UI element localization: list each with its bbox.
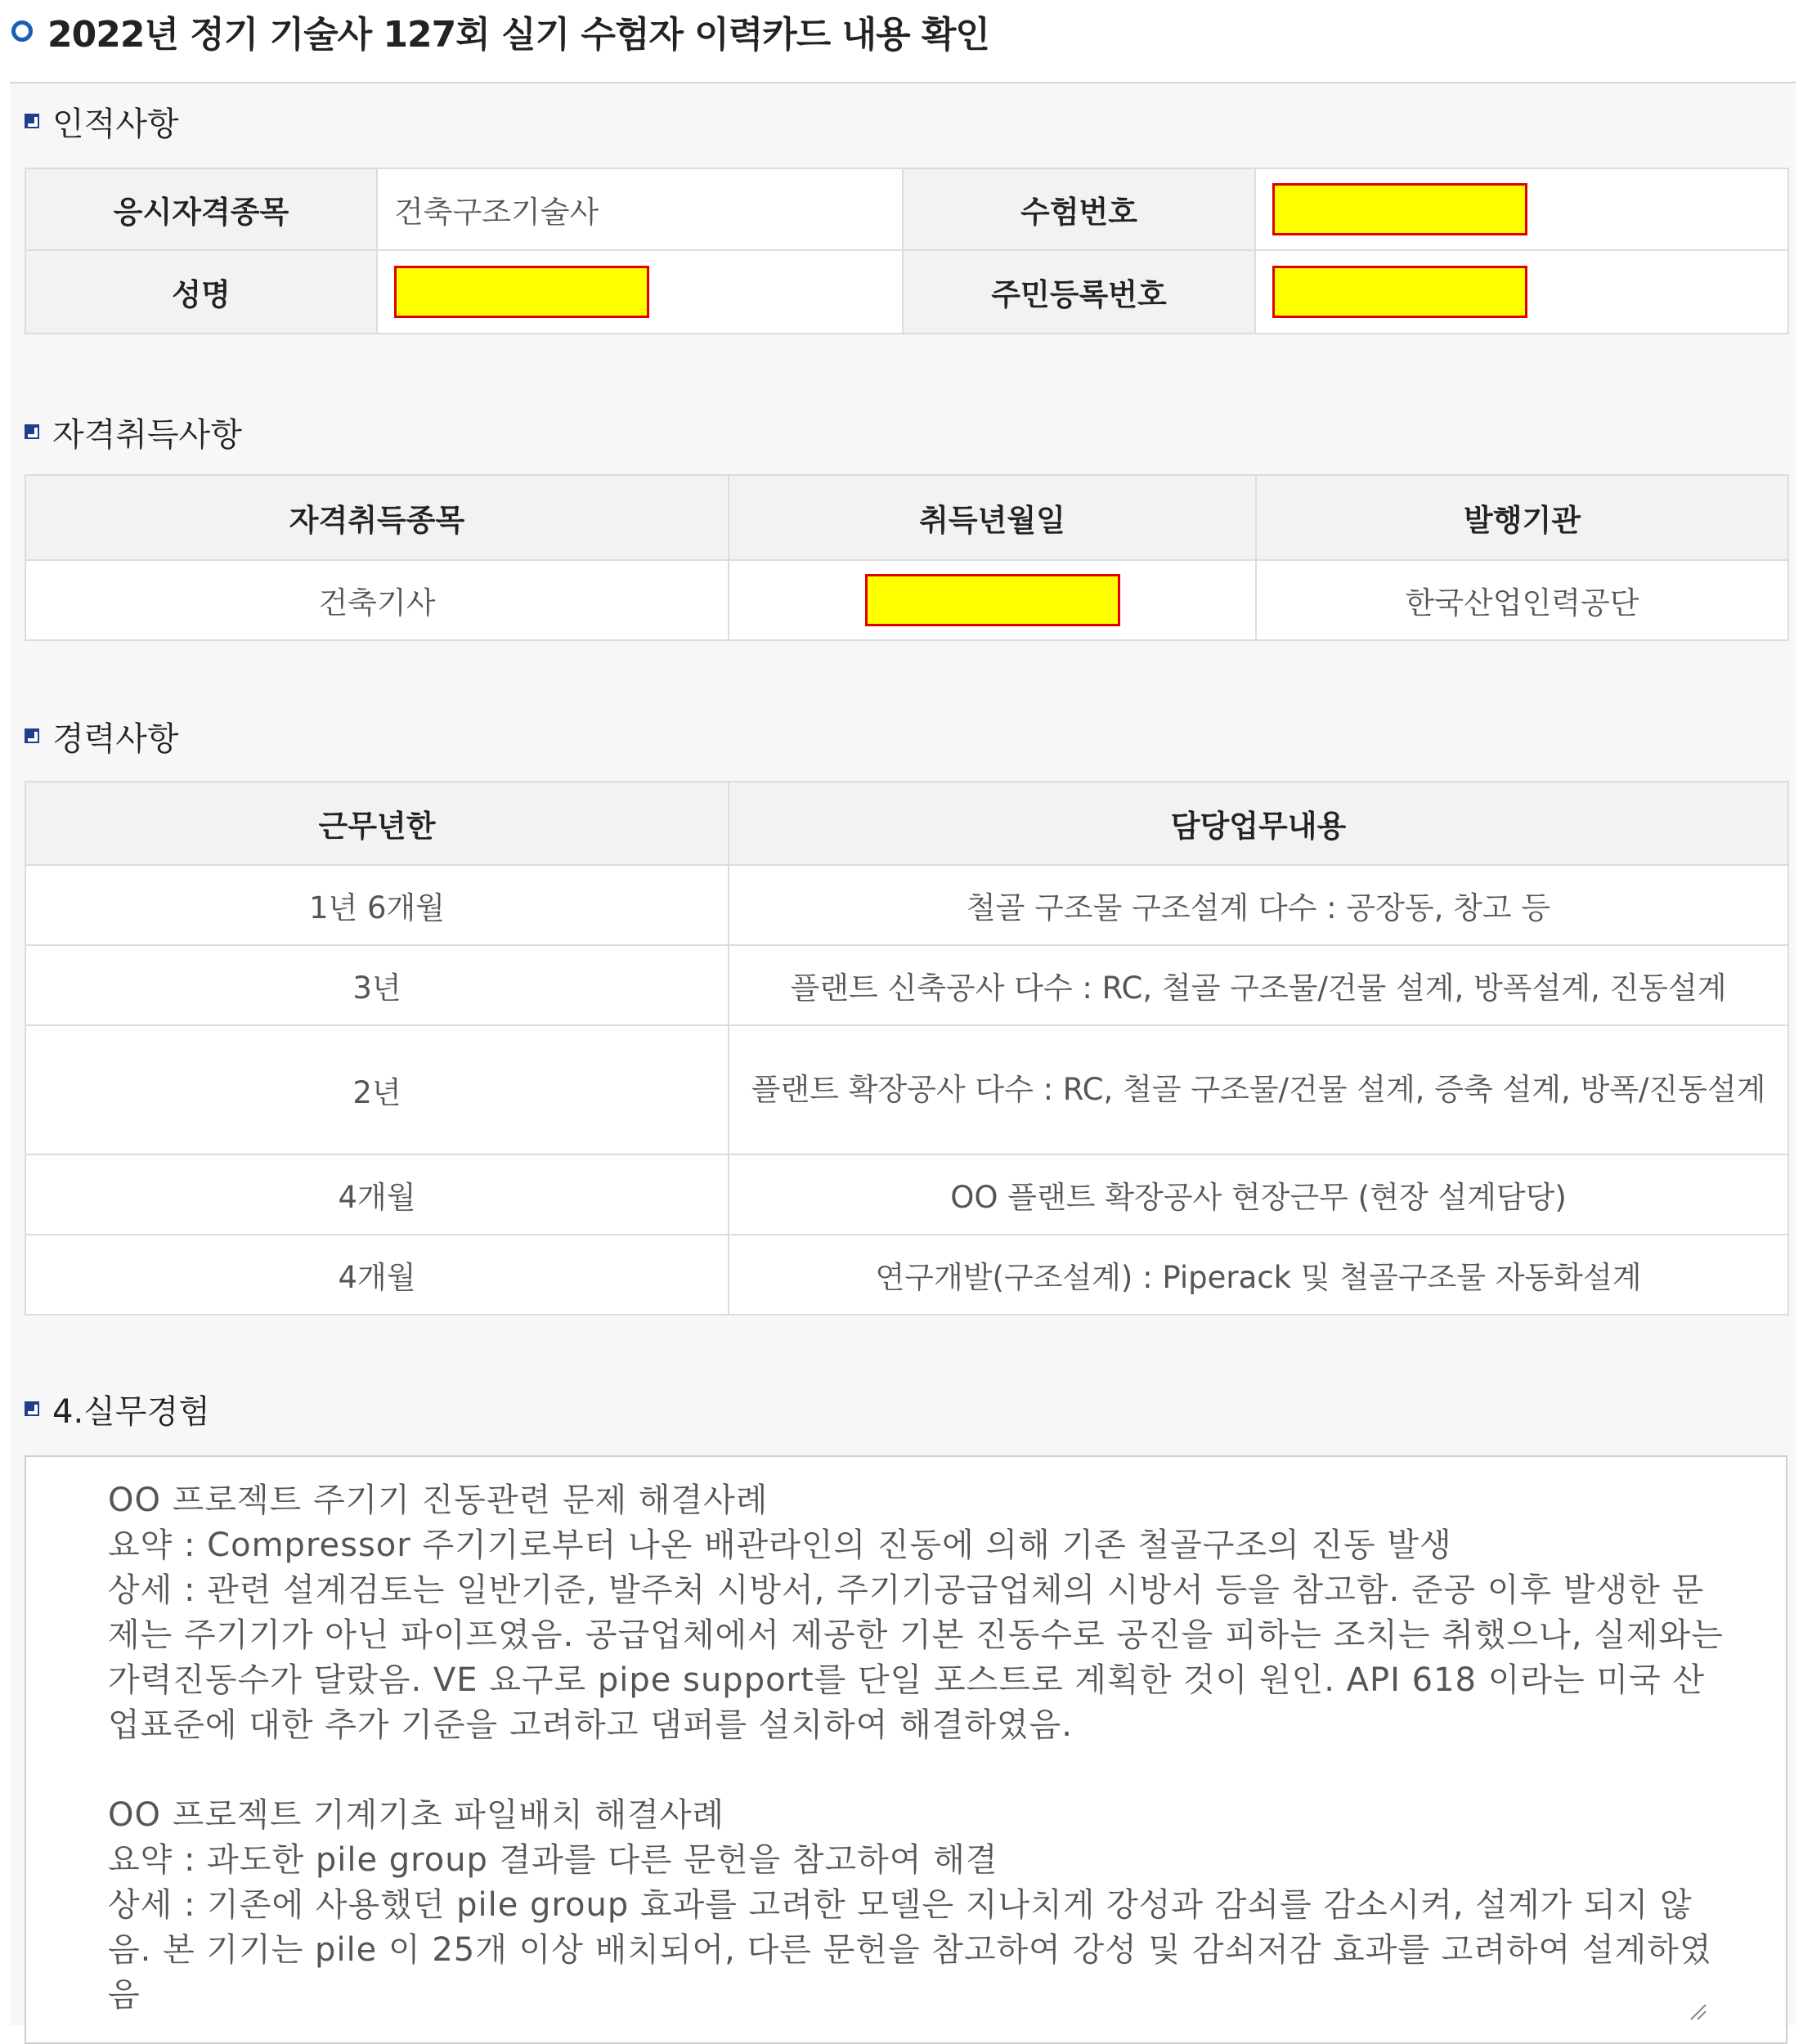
career-duty: 철골 구조물 구조설계 다수 : 공장동, 창고 등 [729,865,1788,945]
table-row [25,1154,1788,1235]
career-period: 1년 6개월 [25,865,729,945]
cert-column-header: 취득년월일 [729,475,1256,560]
career-column-header: 담당업무내용 [729,782,1788,865]
table-row [25,1025,1788,1154]
cert-column-header: 자격취득종목 [25,475,729,560]
personal-info-table [25,168,1789,334]
table-row [25,865,1788,945]
section-personal-title: 인적사항 [52,105,179,143]
qualification-label: 응시자격종목 [25,168,377,250]
page-title [8,7,989,56]
table-row [25,945,1788,1025]
section-certification-title: 자격취득사항 [52,415,242,454]
career-period: 4개월 [25,1154,729,1235]
section-certification-heading [25,409,242,455]
table-row [25,1235,1788,1315]
career-duty: OO 플랜트 확장공사 현장근무 (현장 설계담당) [729,1154,1788,1235]
career-duty: 플랜트 확장공사 다수 : RC, 철골 구조물/건물 설계, 증축 설계, 방폭/진동설계 [729,1025,1788,1154]
cert-item: 건축기사 [25,560,729,640]
resident-number-cell [1255,250,1788,334]
redacted-resident-number [1272,266,1527,318]
table-row [25,560,1788,640]
section-bullet-icon [25,1401,39,1416]
title-bullet-icon [11,20,33,42]
section-career-heading [25,713,179,759]
qualification-value: 건축구조기술사 [377,168,903,250]
section-bullet-icon [25,114,39,128]
resize-handle-icon[interactable] [1688,2001,1707,2021]
section-experience-title: 4.실무경험 [52,1392,210,1431]
experience-text: OO 프로젝트 주기기 진동관련 문제 해결사례 요약 : Compressor 주기기로부터 나온 배관라인의 진동에 의해 기존 철골구조의 진동 발생 상세 : 관련 설계검토는 일반기준, 발주처 시방서, 주기기공급업체의 시방서 등을 참고함. 준공 이후 발생한 문제는 주기기가 아닌 파이프였음. 공급업체에서 제공한 기본 진동수로 공진을 피하는 조치는 취했으나, 실제와는 가력진동수가 달랐음. VE 요구로 pipe support를 단일 포스트로 계획한 것이 원인. API 618 이라는 미국 산업표준에 대한 추가 기준을 고려하고 댐퍼를 설치하여 해결하였음. OO 프로젝트 기계기초 파일배치 해결사례 요약 : 과도한 pile group 결과를 다른 문헌을 참고하여 해결 상세 : 기존에 사용했던 pile group 효과를 고려한 모델은 지나치게 강성과 감쇠를 감소시켜, 설계가 되지 않음. 본 기기는 pile 이 25개 이상 배치되어, 다른 문헌을 참고하여 강성 및 감쇠저감 효과를 고려하여 설계하였음 [108,1481,1724,2014]
resident-number-label: 주민등록번호 [903,250,1255,334]
redacted-name [394,266,649,318]
section-bullet-icon [25,424,39,439]
career-period: 4개월 [25,1235,729,1315]
career-duty: 플랜트 신축공사 다수 : RC, 철골 구조물/건물 설계, 방폭설계, 진동설계 [729,945,1788,1025]
redacted-cert-date [865,574,1120,626]
cert-date-cell [729,560,1256,640]
section-personal-heading [25,98,179,144]
career-duty: 연구개발(구조설계) : Piperack 및 철골구조물 자동화설계 [729,1235,1788,1315]
cert-column-header: 발행기관 [1256,475,1788,560]
exam-number-cell [1255,168,1788,250]
career-period: 3년 [25,945,729,1025]
redacted-exam-number [1272,183,1527,235]
section-experience-heading [25,1386,210,1432]
section-career-title: 경력사항 [52,719,179,758]
career-table [25,781,1789,1316]
certification-table [25,474,1789,641]
cert-issuer: 한국산업인력공단 [1256,560,1788,640]
experience-textarea[interactable] [25,1455,1787,2044]
exam-number-label: 수험번호 [903,168,1255,250]
section-bullet-icon [25,728,39,743]
name-cell [377,250,903,334]
name-label: 성명 [25,250,377,334]
career-column-header: 근무년한 [25,782,729,865]
career-period: 2년 [25,1025,729,1154]
page-title-text: 2022년 정기 기술사 127회 실기 수험자 이력카드 내용 확인 [47,14,989,56]
